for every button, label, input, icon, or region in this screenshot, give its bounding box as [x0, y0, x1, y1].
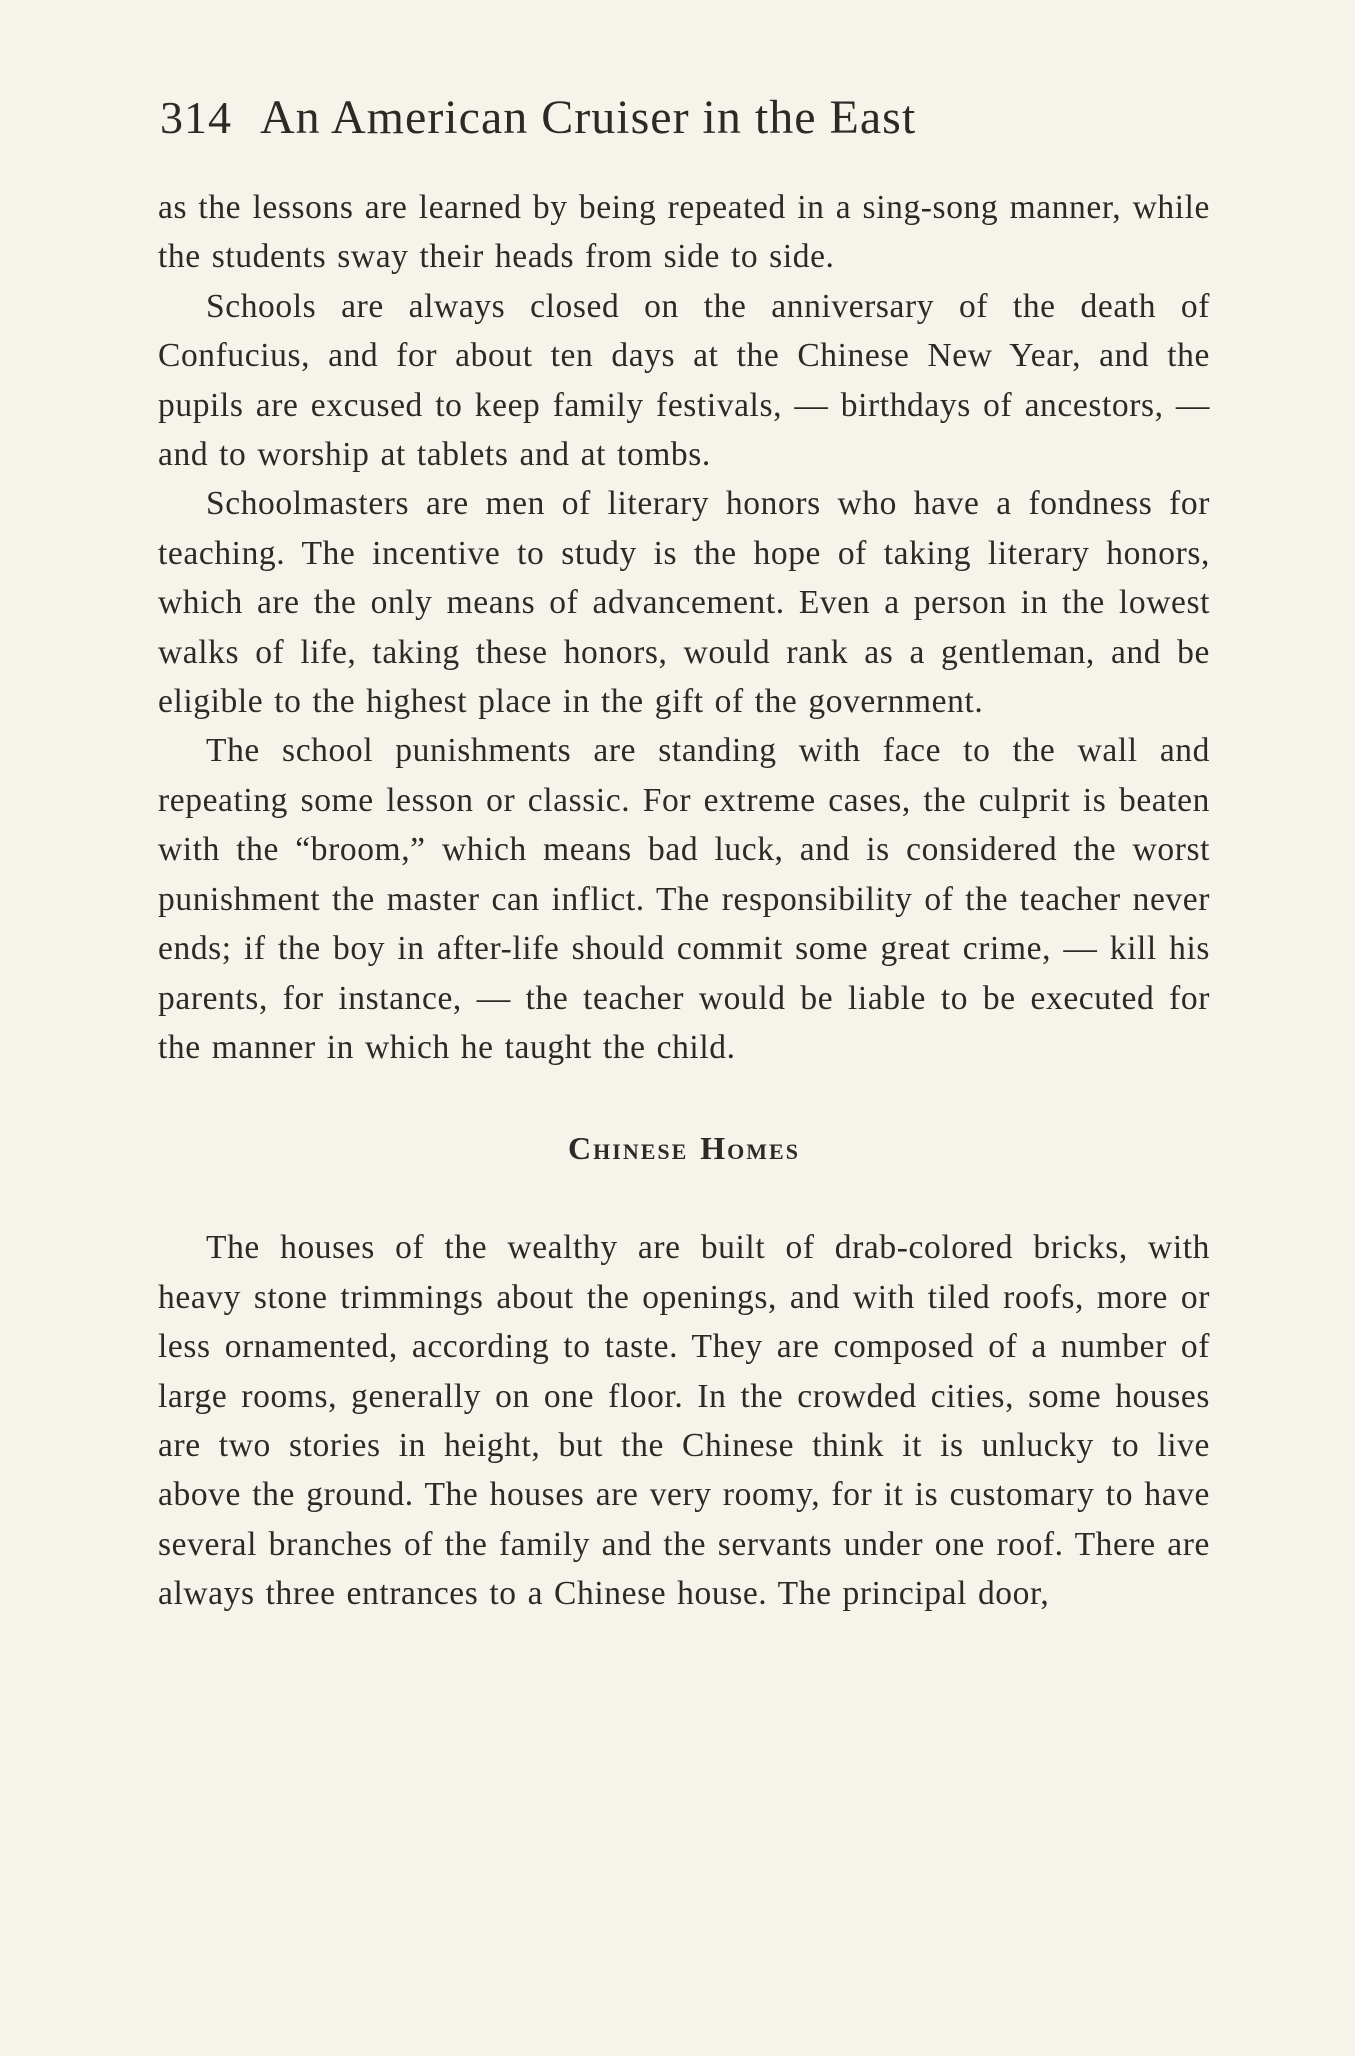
- body-text: [158, 183, 1210, 1619]
- paragraph-school-punishments: The school punishments are standing with face to the wall and repeating some lesson or classic. For extreme cases, the culprit is beaten with the “broom,” which means bad luck, and is considered the worst punishment the master can inflict. The responsibility of the teacher never ends; if the boy in after-life should commit some great crime, — kill his parents, for instance, — the teacher would be liable to be executed for the manner in which he taught the child.: [158, 732, 1210, 1066]
- book-title: An American Cruiser in the East: [260, 91, 917, 144]
- running-head: [160, 88, 1210, 148]
- section-heading: Chinese Homes: [568, 1130, 800, 1167]
- paragraph-lessons-continued: as the lessons are learned by being repeated in a sing-song manner, while the students sway their heads from side to side.: [158, 189, 1210, 276]
- paragraph-schoolmasters: Schoolmasters are men of literary honors who have a fondness for teaching. The incentive to study is the hope of taking literary honors, which are the only means of advancement. Even a person in the lowest walks of life, taking these honors, would rank as a gentleman, and be eligible to the highest place in the gift of the government.: [158, 485, 1210, 721]
- paragraph-school-holidays: Schools are always closed on the anniversary of the death of Confucius, and for about ten days at the Chinese New Year, and the pupils are excused to keep family festivals, — birthdays of ancestors, — and to worship at tablets and at tombs.: [158, 287, 1210, 474]
- paragraph-houses-of-wealthy: The houses of the wealthy are built of drab-colored bricks, with heavy stone trimmings about the openings, and with tiled roofs, more or less ornamented, according to taste. They are composed of a number of large rooms, generally on one floor. In the crowded cities, some houses are two stories in height, but the Chinese think it is unlucky to live above the ground. The houses are very roomy, for it is customary to have several branches of the family and the servants under one roof. There are always three entrances to a Chinese house. The principal door,: [158, 1229, 1210, 1613]
- page-number: 314: [160, 92, 232, 143]
